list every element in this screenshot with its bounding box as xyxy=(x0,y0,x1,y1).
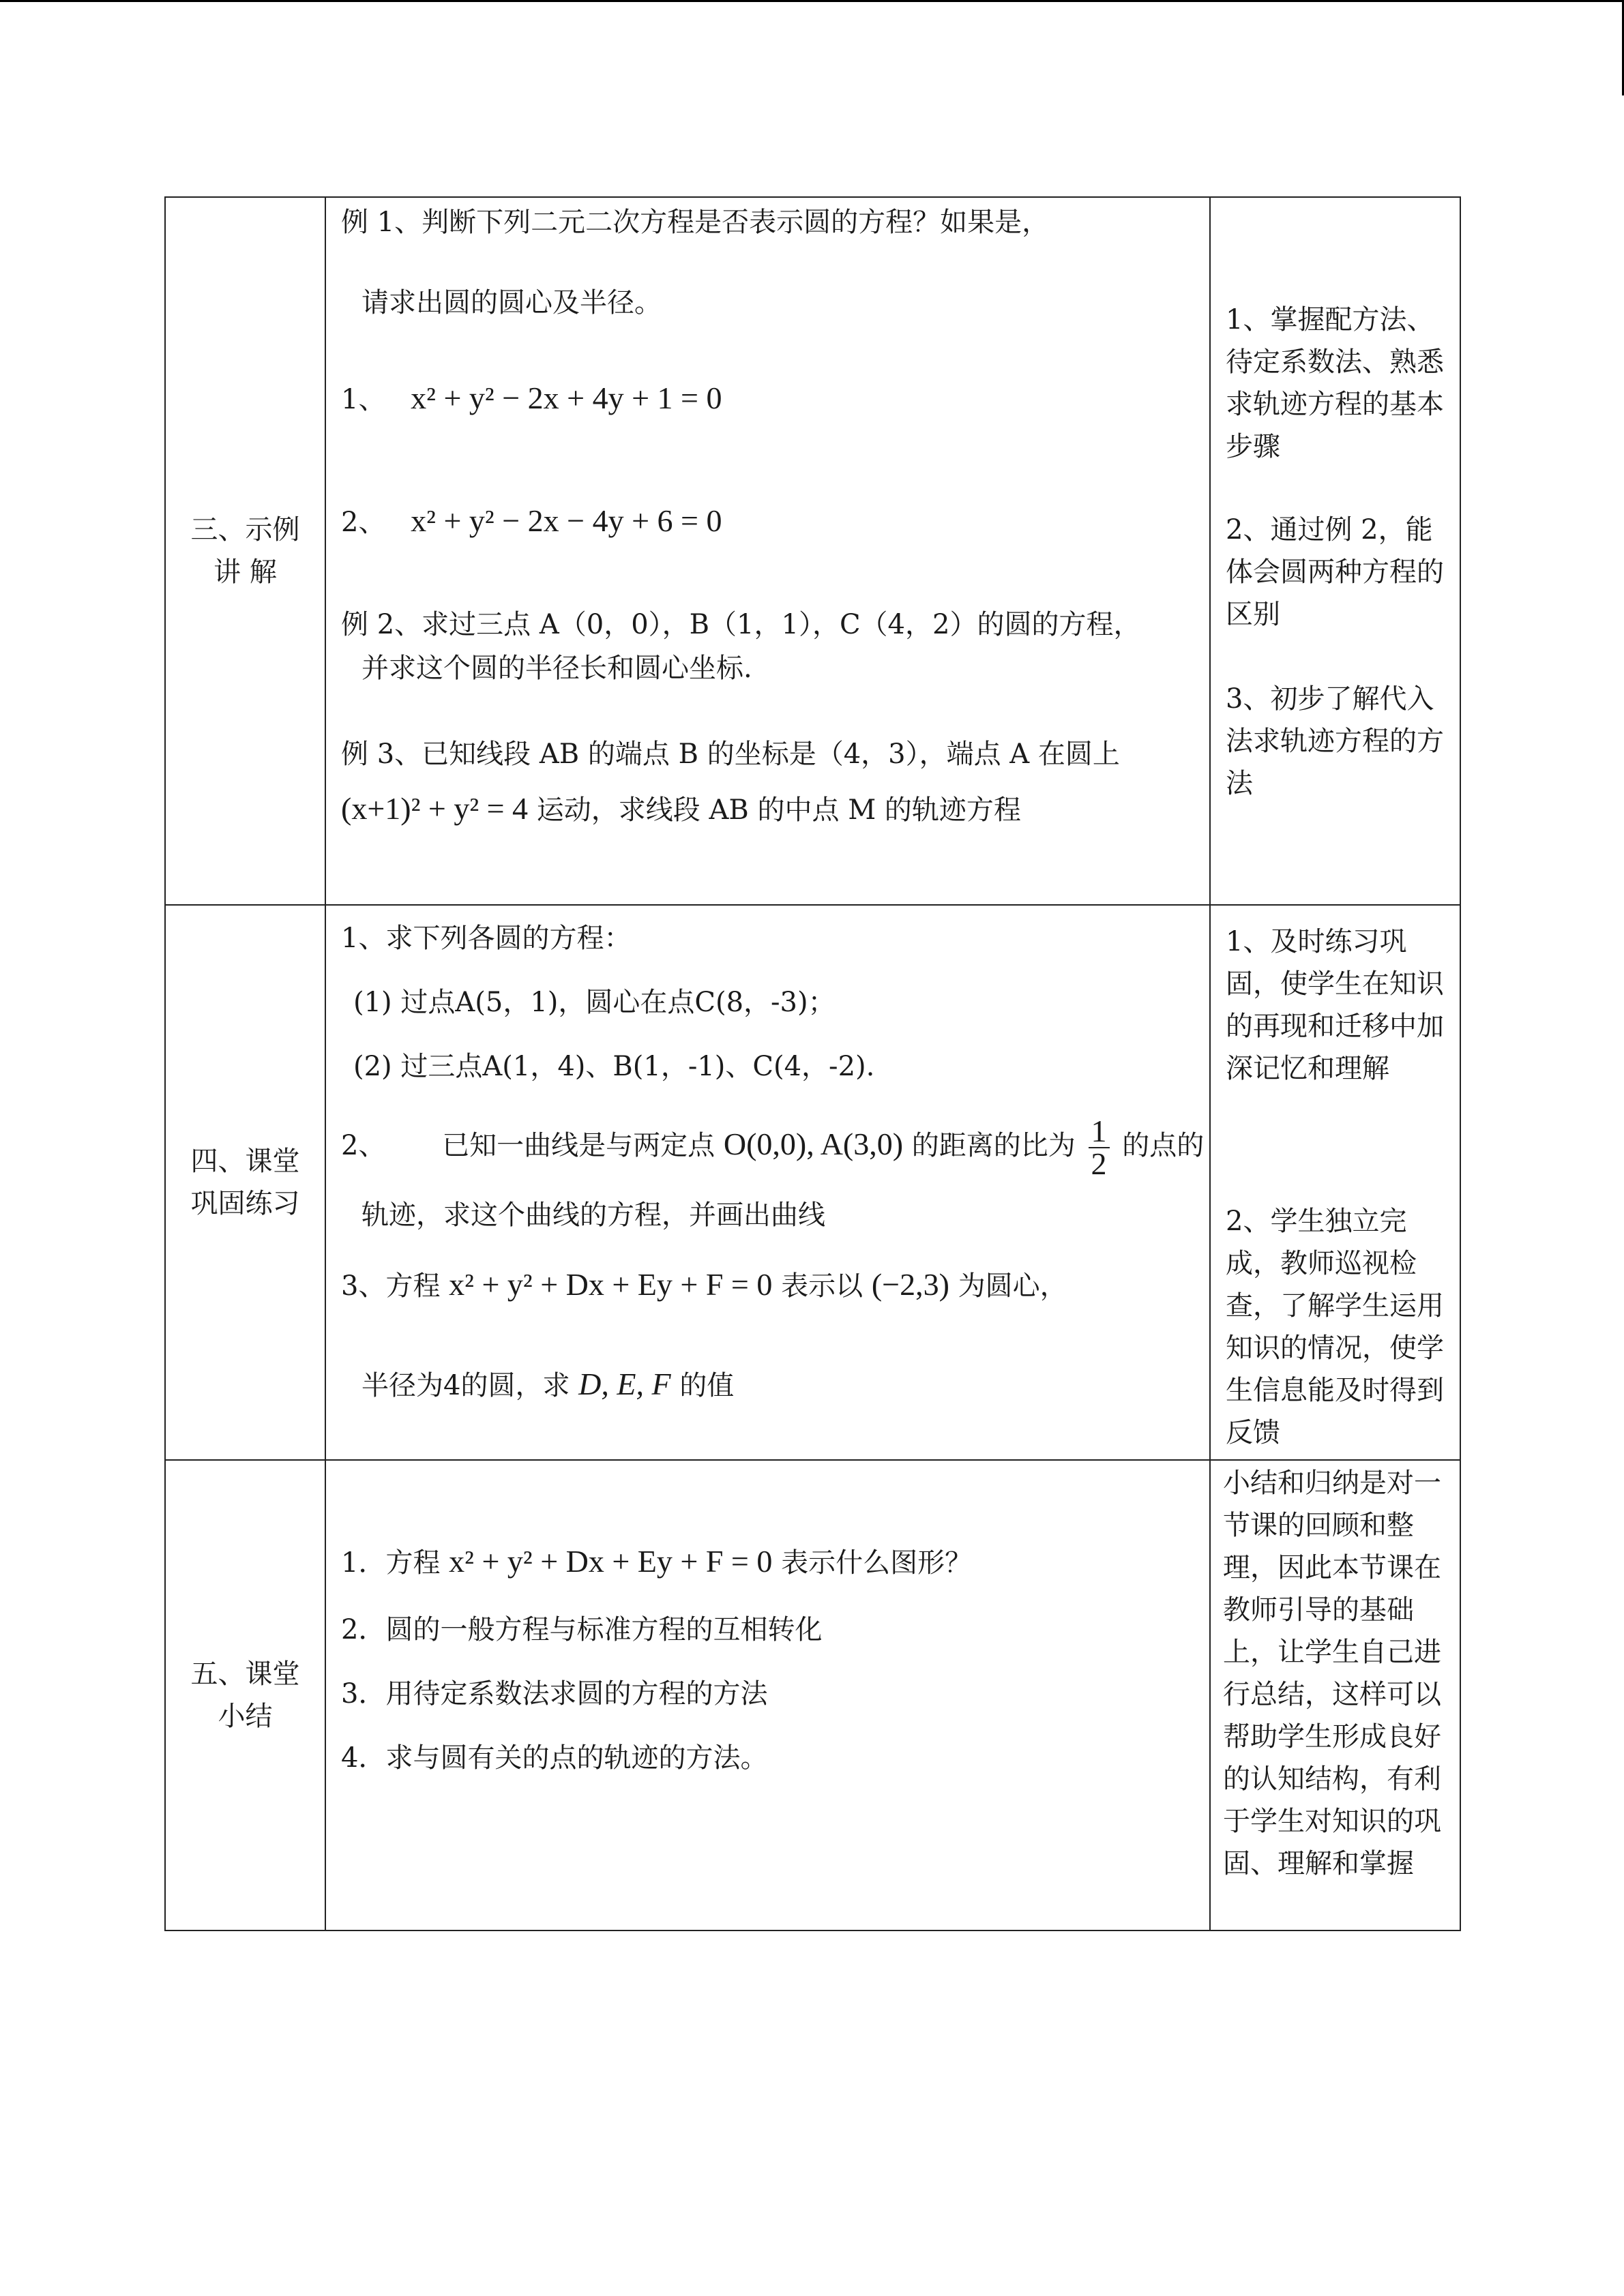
lesson-plan-table xyxy=(164,196,1461,1931)
unknown-coefficients: D, E, F xyxy=(578,1367,671,1401)
example-1-line-2: 请求出圆的圆心及半径。 xyxy=(361,287,662,318)
stage-cell xyxy=(165,905,325,1460)
page-top-border xyxy=(0,0,1624,2)
fixed-points: O(0,0), A(3,0) xyxy=(723,1127,904,1161)
teaching-note: 3、初步了解代入法求轨迹方程的方法 xyxy=(1226,683,1444,799)
example-1-line-1: 例 1、判断下列二元二次方程是否表示圆的方程？如果是， xyxy=(341,207,1050,238)
example-2-line-1: 例 2、求过三点 A（0，0），B（1，1），C（4，2）的圆的方程， xyxy=(341,609,1141,640)
exercise-1b: (2) 过三点A(1，4)、B(1，-1)、C(4，-2). xyxy=(353,1051,875,1082)
stage-label: 三、示例 xyxy=(190,514,300,546)
exercise-label: 2、 xyxy=(341,1130,386,1161)
equation-label: 1、 xyxy=(341,384,386,415)
example-3-line-2 xyxy=(341,791,1021,828)
summary-text: 表示什么图形？ xyxy=(781,1547,973,1579)
exercise-2-text: 的距离的比为 xyxy=(911,1130,1076,1161)
content-cell xyxy=(325,905,1210,1460)
circle-center: (−2,3) xyxy=(871,1267,949,1302)
summary-item-4: 4．求与圆有关的点的轨迹的方法。 xyxy=(341,1742,768,1774)
summary-item-2: 2．圆的一般方程与标准方程的互相转化 xyxy=(341,1614,823,1645)
example-3-tail: 运动，求线段 AB 的中点 M 的轨迹方程 xyxy=(536,794,1021,826)
exercise-2-text: 的点的 xyxy=(1122,1130,1205,1161)
notes-cell xyxy=(1210,1460,1460,1930)
table-row xyxy=(165,905,1460,1460)
equation-label: 2、 xyxy=(341,507,386,538)
notes-cell xyxy=(1210,905,1460,1460)
exercise-1a: (1) 过点A(5，1)，圆心在点C(8，-3)； xyxy=(353,987,836,1018)
exercise-3-line-2 xyxy=(361,1367,734,1403)
stage-label: 四、课堂 xyxy=(190,1146,300,1177)
example-3-line-1: 例 3、已知线段 AB 的端点 B 的坐标是（4，3），端点 A 在圆上 xyxy=(341,739,1120,770)
circle-equation: (x+1)² + y² = 4 xyxy=(341,791,529,826)
equation-text: x² + y² − 2x + 4y + 1 = 0 xyxy=(411,381,722,415)
exercise-3-line-1 xyxy=(341,1267,1067,1304)
table-row xyxy=(165,1460,1460,1930)
exercise-2-line-2: 轨迹，求这个曲线的方程，并画出曲线 xyxy=(361,1199,825,1231)
content-cell xyxy=(325,197,1210,905)
notes-cell xyxy=(1210,197,1460,905)
stage-label: 小结 xyxy=(218,1701,273,1732)
equation-text: x² + y² − 2x − 4y + 6 = 0 xyxy=(411,503,722,538)
fraction-one-half xyxy=(1089,1116,1110,1180)
teaching-note: 1、及时练习巩固，使学生在知识的再现和迁移中加深记忆和理解 xyxy=(1226,926,1444,1084)
exercise-3-text: 3、方程 xyxy=(341,1270,441,1302)
general-circle-equation: x² + y² + Dx + Ey + F = 0 xyxy=(449,1267,773,1302)
general-circle-equation: x² + y² + Dx + Ey + F = 0 xyxy=(449,1544,773,1579)
exercise-2-line-1 xyxy=(341,1110,1204,1180)
exercise-3-text: 半径为4的圆，求 xyxy=(361,1370,570,1401)
exercise-1: 1、求下列各圆的方程： xyxy=(341,923,632,954)
example-2-line-2: 并求这个圆的半径长和圆心坐标. xyxy=(361,653,752,684)
teaching-note: 小结和归纳是对一节课的回顾和整理，因此本节课在教师引导的基础上，让学生自己进行总结，这样可以帮助学生形成良好的认知结构，有利于学生对知识的巩固、理解和掌握 xyxy=(1223,1467,1441,1879)
exercise-2-text: 已知一曲线是与两定点 xyxy=(442,1130,715,1161)
table-row xyxy=(165,197,1460,905)
summary-item-3: 3．用待定系数法求圆的方程的方法 xyxy=(341,1678,768,1710)
stage-cell xyxy=(165,197,325,905)
equation-1 xyxy=(341,381,722,417)
fraction-numerator: 1 xyxy=(1089,1116,1110,1148)
equation-2 xyxy=(341,503,722,540)
summary-text: 1．方程 xyxy=(341,1547,441,1579)
stage-label: 五、课堂 xyxy=(190,1658,300,1690)
exercise-3-text: 的值 xyxy=(679,1370,735,1401)
stage-cell xyxy=(165,1460,325,1930)
exercise-3-text: 表示以 xyxy=(781,1270,863,1302)
content-cell xyxy=(325,1460,1210,1930)
summary-item-1 xyxy=(341,1544,972,1581)
teaching-note: 1、掌握配方法、待定系数法、熟悉求轨迹方程的基本步骤 xyxy=(1226,304,1444,462)
teaching-note: 2、通过例 2，能体会圆两种方程的区别 xyxy=(1226,514,1444,630)
stage-label: 巩固练习 xyxy=(190,1188,300,1219)
exercise-3-text: 为圆心， xyxy=(958,1270,1067,1302)
fraction-denominator: 2 xyxy=(1091,1146,1107,1181)
teaching-note: 2、学生独立完成，教师巡视检查，了解学生运用知识的情况，使学生信息能及时得到反馈 xyxy=(1226,1206,1444,1448)
stage-label: 讲 解 xyxy=(213,556,277,588)
